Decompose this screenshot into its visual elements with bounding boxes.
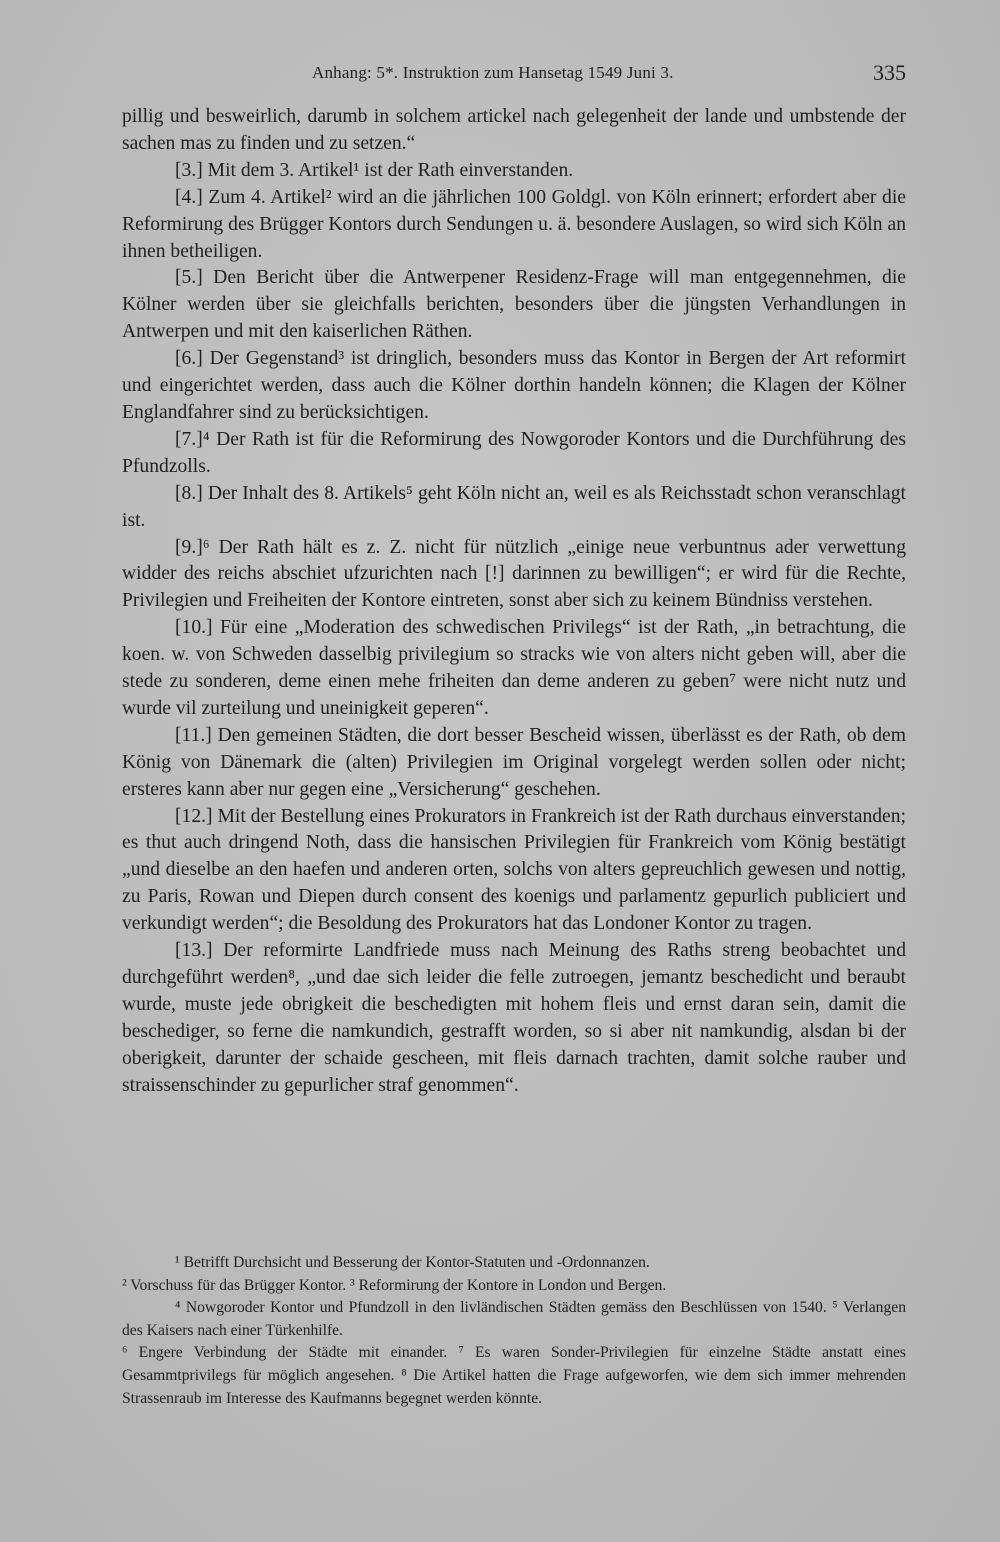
paragraph-article-13: [13.] Der reformirte Landfriede muss nach Meinung des Raths streng beobachtet und durchgeführt werden⁸, „und dae sich leider die felle zutroegen, jemantz beschedicht und beraubt wurde, muste jede obrigkeit die beschedigten mit hohem fleis und ernst daran sein, damit die beschediger, so ferne die namkundich, gestrafft worden, so si aber nit namkundig, alsdan bi der oberigkeit, darunter der schaide gescheen, mit fleis darnach trachten, damit solche rauber und straissenschinder zu gepurlicher straf genommen“.: [122, 940, 906, 1096]
main-text: [122, 104, 906, 1100]
running-head: Anhang: 5*. Instruktion zum Hansetag 1549 Juni 3.: [312, 63, 674, 82]
footnote-2-3: ² Vorschuss für das Brügger Kontor. ³ Reformirung der Kontore in London und Bergen.: [122, 1276, 667, 1294]
paragraph-article-4: [4.] Zum 4. Artikel² wird an die jährlichen 100 Goldgl. von Köln erinnert; erfordert aber die Reformirung des Brügger Kontors durch Sendungen u. ä. besondere Auslagen, so wird sich Köln an ihnen betheiligen.: [122, 186, 906, 262]
paragraph-article-8: [8.] Der Inhalt des 8. Artikels⁵ geht Köln nicht an, weil es als Reichsstadt schon veranschlagt ist.: [122, 482, 906, 531]
paragraph-article-6: [6.] Der Gegenstand³ ist dringlich, besonders muss das Kontor in Bergen der Art reformirt und eingerichtet werden, dass auch die Kölner dorthin handeln können; die Klagen der Kölner Englandfahrer sind zu berücksichtigen.: [122, 348, 906, 423]
page-header: [122, 60, 906, 90]
paragraph-article-12: [12.] Mit der Bestellung eines Prokurators in Frankreich ist der Rath durchaus einverstanden; es thut auch dringend Noth, dass die hansischen Privilegien für Frankreich vom König bestätigt „und dieselbe an den haefen und anderen orten, solchs von alters gepreuchlich gewesen und nottig, zu Paris, Rowan und Diepen durch consent des koenigs und parlamentz gepurlich publiciert und verkundigt werden“; die Besoldung des Prokurators hat das Londoner Kontor zu tragen.: [122, 805, 906, 935]
paragraph-article-9: [9.]⁶ Der Rath hält es z. Z. nicht für nützlich „einige neue verbuntnus ader verwettung widder des reichs abschiet ufzurichten nach [!] darinnen zu bewilligen“; er wird für die Rechte, Privilegien und Freiheiten der Kontore eintreten, sonst aber sich zu keinem Bündniss verstehen.: [122, 536, 906, 612]
footnote-6-7-8: ⁶ Engere Verbindung der Städte mit einander. ⁷ Es waren Sonder-Privilegien für einzelne Städte anstatt eines Gesammtprivilegs für möglich angesehen. ⁸ Die Artikel hatten die Frage aufgeworfen, wie dem sich immer mehrenden Strassenraub im Interesse des Kaufmanns begegnet werden könnte.: [122, 1344, 906, 1407]
page-number: 335: [873, 60, 906, 85]
paragraph-article-3: [3.] Mit dem 3. Artikel¹ ist der Rath einverstanden.: [175, 159, 574, 181]
paragraph-article-5: [5.] Den Bericht über die Antwerpener Residenz-Frage will man entgegennehmen, die Kölner werden über sie gleichfalls berichten, besonders über die jüngsten Verhandlungen in Antwerpen und mit den kaiserlichen Räthen.: [122, 267, 906, 343]
paragraph-article-7: [7.]⁴ Der Rath ist für die Reformirung des Nowgoroder Kontors und die Durchführung des Pfundzolls.: [122, 428, 906, 477]
footnote-4-5: ⁴ Nowgoroder Kontor und Pfundzoll in den livländischen Städten gemäss den Beschlüssen von 1540. ⁵ Verlangen des Kaisers nach einer Türkenhilfe.: [122, 1299, 906, 1339]
footnote-1: ¹ Betrifft Durchsicht und Besserung der Kontor-Statuten und -Ordonnanzen.: [175, 1254, 650, 1271]
paragraph-continuation: pillig und besweirlich, darumb in solchem artickel nach gelegenheit der lande und umbstende der sachen mas zu finden und zu setzen.“: [122, 106, 906, 154]
paragraph-article-11: [11.] Den gemeinen Städten, die dort besser Bescheid wissen, überlässt es der Rath, ob dem König von Dänemark die (alten) Privilegien im Original vorgelegt werden sollen oder nicht; ersteres kann aber nur gegen eine „Versicherung“ geschehen.: [122, 724, 906, 800]
footnotes: [122, 1252, 906, 1410]
paragraph-article-10: [10.] Für eine „Moderation des schwedischen Privilegs“ ist der Rath, „in betrachtung, die koen. w. von Schweden dasselbig privilegium so stracks wie von alters nicht geben will, aber die stede zu sonderen, deme einen mehe friheiten dan deme anderen zu geben⁷ were nicht nutz und wurde vil zurteilung und uneinigkeit geperen“.: [122, 617, 906, 719]
